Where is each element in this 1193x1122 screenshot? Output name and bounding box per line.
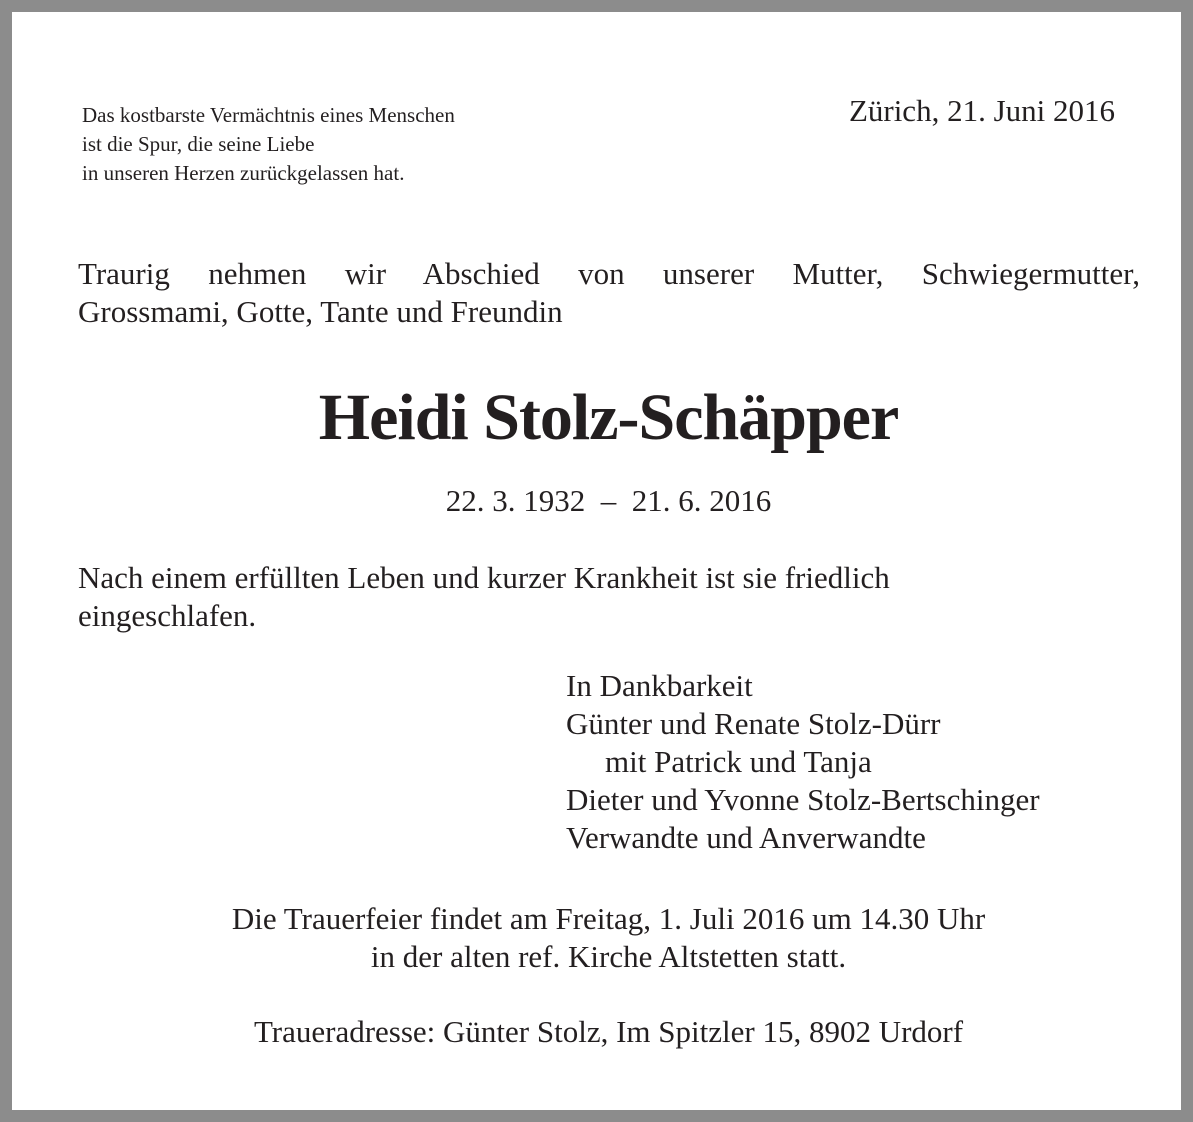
farewell-intro-line: Grossmami, Gotte, Tante und Freundin (78, 294, 563, 329)
mourners-list (566, 667, 1040, 857)
passing-statement-line: eingeschlafen. (78, 598, 257, 633)
memorial-quote (82, 101, 455, 188)
memorial-quote-line: in unseren Herzen zurückgelassen hat. (82, 161, 405, 185)
place-and-date: Zürich, 21. Juni 2016 (848, 93, 1115, 128)
memorial-quote-line: Das kostbarste Vermächtnis eines Menschen (82, 103, 455, 127)
mourner-entry: Verwandte und Anverwandte (566, 820, 926, 855)
funeral-service-info (12, 900, 1193, 976)
mourner-entry: Dieter und Yvonne Stolz-Bertschinger (566, 782, 1040, 817)
memorial-quote-line: ist die Spur, die seine Liebe (82, 132, 315, 156)
gratitude-line: In Dankbarkeit (566, 668, 753, 703)
funeral-service-line: in der alten ref. Kirche Altstetten statt. (370, 939, 847, 974)
funeral-service-line: Die Trauerfeier findet am Freitag, 1. Juli 2016 um 14.30 Uhr (231, 901, 986, 936)
mourning-address: Traueradresse: Günter Stolz, Im Spitzler 15, 8902 Urdorf (253, 1014, 964, 1049)
passing-statement-line: Nach einem erfüllten Leben und kurzer Krankheit ist sie friedlich (78, 560, 890, 595)
passing-statement (78, 559, 890, 635)
mourner-entry: Günter und Renate Stolz-Dürr (566, 706, 941, 741)
deceased-name: Heidi Stolz-Schäpper (318, 381, 899, 454)
mourner-entry: mit Patrick und Tanja (605, 744, 872, 779)
farewell-intro (78, 255, 1140, 331)
farewell-intro-line: Traurig nehmen wir Abschied von unserer Mutter, Schwiegermutter, (78, 256, 1140, 291)
life-dates: 22. 3. 1932 – 21. 6. 2016 (445, 483, 772, 518)
